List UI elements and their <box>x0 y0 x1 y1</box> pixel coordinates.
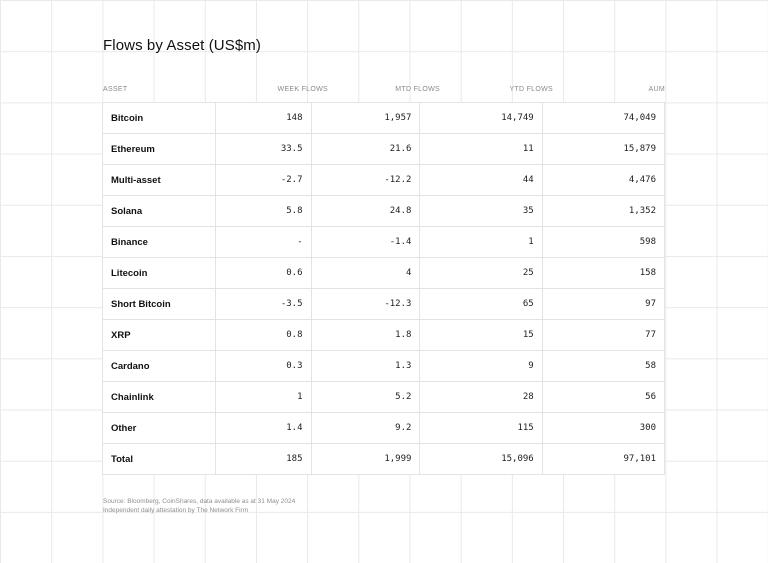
table-row <box>103 444 665 475</box>
week-flows-cell: 5.8 <box>216 196 312 227</box>
mtd-flows-cell: 9.2 <box>311 413 420 444</box>
asset-name-cell: Other <box>103 413 216 444</box>
ytd-flows-cell: 14,749 <box>420 103 542 134</box>
asset-name-cell: Solana <box>103 196 216 227</box>
aum-cell: 56 <box>542 382 664 413</box>
table-row <box>103 289 665 320</box>
ytd-flows-cell: 65 <box>420 289 542 320</box>
aum-cell: 158 <box>542 258 664 289</box>
asset-name-cell: Total <box>103 444 216 475</box>
mtd-flows-cell: 1.8 <box>311 320 420 351</box>
asset-name-cell: Short Bitcoin <box>103 289 216 320</box>
mtd-flows-cell: -12.2 <box>311 165 420 196</box>
flows-table <box>102 102 665 475</box>
asset-name-cell: Binance <box>103 227 216 258</box>
table-row <box>103 227 665 258</box>
aum-cell: 4,476 <box>542 165 664 196</box>
page-title: Flows by Asset (US$m) <box>103 37 261 54</box>
footnote-source: Source: Bloomberg, CoinShares, data available as at 31 May 2024 <box>103 498 296 505</box>
week-flows-cell: 148 <box>216 103 312 134</box>
aum-cell: 74,049 <box>542 103 664 134</box>
mtd-flows-cell: 21.6 <box>311 134 420 165</box>
mtd-flows-cell: 4 <box>311 258 420 289</box>
table-header <box>103 84 665 98</box>
table-row <box>103 103 665 134</box>
aum-cell: 300 <box>542 413 664 444</box>
footnote-attestation: Independent daily attestation by The Network Firm <box>103 507 249 514</box>
ytd-flows-cell: 15,096 <box>420 444 542 475</box>
mtd-flows-cell: 1.3 <box>311 351 420 382</box>
mtd-flows-cell: 1,999 <box>311 444 420 475</box>
asset-name-cell: XRP <box>103 320 216 351</box>
week-flows-cell: 0.8 <box>216 320 312 351</box>
ytd-flows-cell: 115 <box>420 413 542 444</box>
ytd-flows-cell: 28 <box>420 382 542 413</box>
mtd-flows-cell: 5.2 <box>311 382 420 413</box>
asset-name-cell: Multi-asset <box>103 165 216 196</box>
mtd-flows-cell: 1,957 <box>311 103 420 134</box>
column-header-mtd-flows: MTD FLOWS <box>395 86 440 93</box>
week-flows-cell: 0.6 <box>216 258 312 289</box>
aum-cell: 15,879 <box>542 134 664 165</box>
week-flows-cell: -2.7 <box>216 165 312 196</box>
table-row <box>103 258 665 289</box>
aum-cell: 97,101 <box>542 444 664 475</box>
mtd-flows-cell: 24.8 <box>311 196 420 227</box>
table-row <box>103 413 665 444</box>
aum-cell: 1,352 <box>542 196 664 227</box>
asset-name-cell: Bitcoin <box>103 103 216 134</box>
footnote <box>103 497 295 515</box>
column-header-week-flows: WEEK FLOWS <box>277 86 328 93</box>
table-row <box>103 196 665 227</box>
ytd-flows-cell: 9 <box>420 351 542 382</box>
mtd-flows-cell: -1.4 <box>311 227 420 258</box>
column-header-aum: AUM <box>648 86 665 93</box>
table-row <box>103 382 665 413</box>
asset-name-cell: Cardano <box>103 351 216 382</box>
aum-cell: 598 <box>542 227 664 258</box>
week-flows-cell: 185 <box>216 444 312 475</box>
asset-name-cell: Ethereum <box>103 134 216 165</box>
mtd-flows-cell: -12.3 <box>311 289 420 320</box>
aum-cell: 77 <box>542 320 664 351</box>
week-flows-cell: -3.5 <box>216 289 312 320</box>
column-header-ytd-flows: YTD FLOWS <box>509 86 553 93</box>
ytd-flows-cell: 1 <box>420 227 542 258</box>
week-flows-cell: 0.3 <box>216 351 312 382</box>
table-row <box>103 165 665 196</box>
aum-cell: 58 <box>542 351 664 382</box>
ytd-flows-cell: 25 <box>420 258 542 289</box>
ytd-flows-cell: 11 <box>420 134 542 165</box>
week-flows-cell: 33.5 <box>216 134 312 165</box>
week-flows-cell: 1.4 <box>216 413 312 444</box>
ytd-flows-cell: 35 <box>420 196 542 227</box>
table-row <box>103 351 665 382</box>
asset-name-cell: Litecoin <box>103 258 216 289</box>
week-flows-cell: - <box>216 227 312 258</box>
aum-cell: 97 <box>542 289 664 320</box>
table-row <box>103 320 665 351</box>
asset-name-cell: Chainlink <box>103 382 216 413</box>
flows-table-body <box>103 103 665 475</box>
week-flows-cell: 1 <box>216 382 312 413</box>
column-header-asset: ASSET <box>103 86 128 93</box>
table-row <box>103 134 665 165</box>
ytd-flows-cell: 15 <box>420 320 542 351</box>
ytd-flows-cell: 44 <box>420 165 542 196</box>
